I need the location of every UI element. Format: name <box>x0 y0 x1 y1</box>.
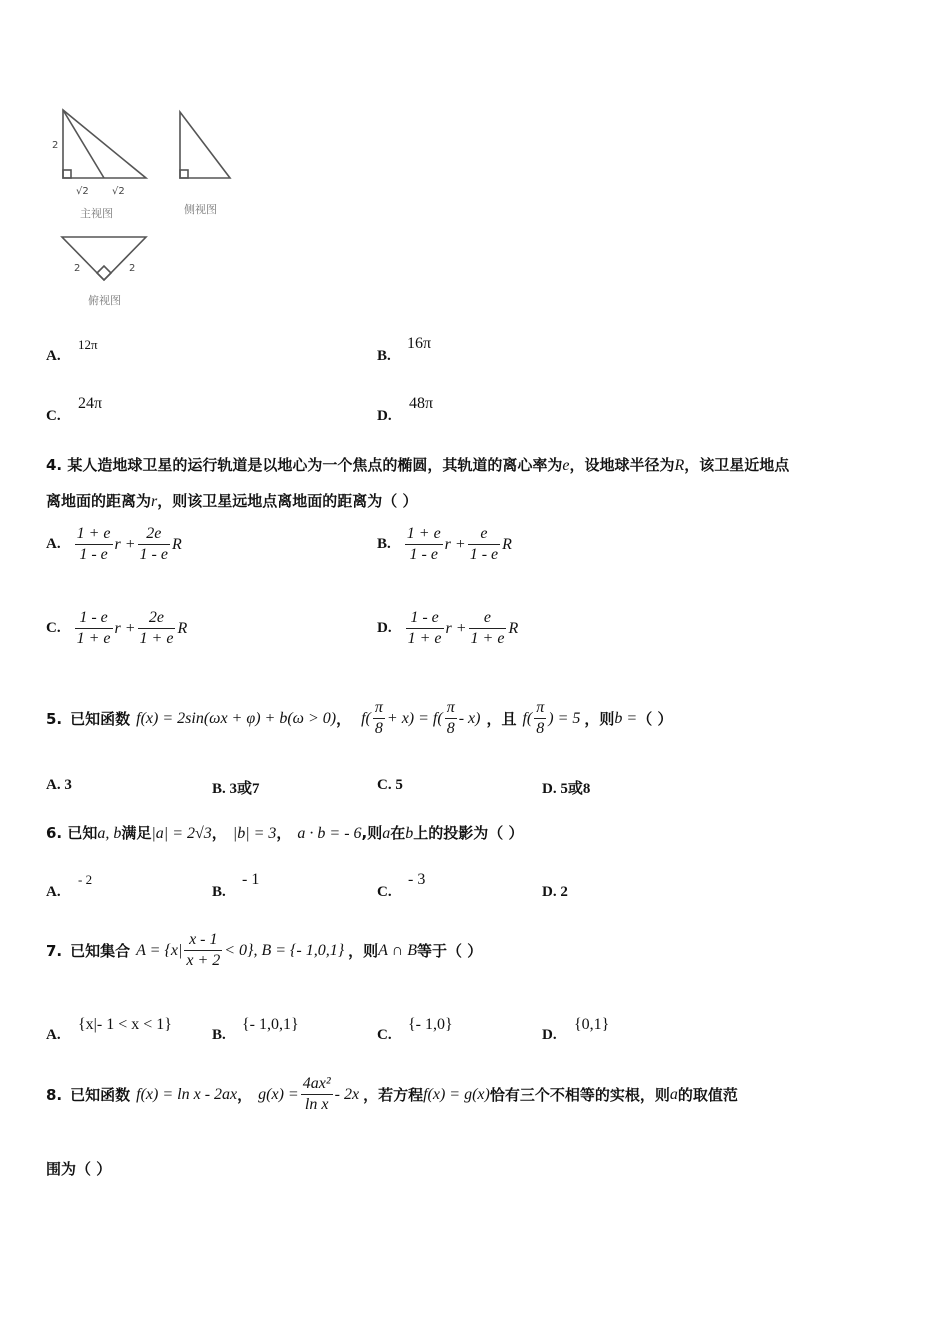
q5-ask: b = <box>614 709 638 727</box>
q3-option-c-value: 24π <box>78 395 103 412</box>
q7-set-a-frac: $\frac{x - 1}{x + 2}$ <box>186 931 221 969</box>
q6-cond-b: |b| = 3 <box>232 825 277 842</box>
q4-option-a-frac1: $\frac{1 + e}{1 - e}$ <box>76 525 111 563</box>
q4-option-a-frac2: $\frac{2e}{1 - e}$ <box>139 525 168 563</box>
q7-expr: A ∩ B <box>378 941 417 959</box>
q3-option-c[interactable]: C. <box>46 408 61 424</box>
top-dim-left: 2 <box>74 263 81 274</box>
q8-text-4: 的取值范 <box>677 1086 738 1104</box>
q4-var-R: R <box>674 457 685 474</box>
q6-option-d[interactable]: D. 2 <box>542 884 568 900</box>
q7-text-2: ，则 <box>348 942 379 960</box>
q7-option-a[interactable]: A. <box>46 1027 61 1043</box>
q7-set-a-pre: A = {x| <box>136 941 183 959</box>
q5-text-2: ，且 <box>486 710 517 728</box>
q4-number: 4. <box>46 456 63 474</box>
q5-func: f(x) = 2sin(ωx + φ) + b(ω > 0) <box>136 709 337 727</box>
q5-text-3: ，则 <box>584 710 615 728</box>
q5-paren: （ ） <box>637 710 673 728</box>
q7-number: 7. <box>46 941 63 960</box>
q6-option-c-value: - 3 <box>408 871 426 888</box>
q4-option-d-frac2: $\frac{e}{1 + e}$ <box>470 609 505 647</box>
q7-option-c[interactable]: C. <box>377 1027 392 1043</box>
q8-text-5: 围为（ ） <box>46 1160 112 1178</box>
q4-text-2: ，设地球半径为 <box>569 456 675 474</box>
q5-cond-end: - x) <box>458 709 481 727</box>
q7-option-b[interactable]: B. <box>212 1027 226 1043</box>
q5-option-a[interactable]: A. 3 <box>46 777 72 793</box>
q8-number: 8. <box>46 1085 63 1104</box>
front-dim-base-left: √2 <box>76 186 89 197</box>
q4-option-b-frac2: $\frac{e}{1 - e}$ <box>469 525 499 563</box>
q6-option-a-value: - 2 <box>78 872 93 887</box>
q7-option-a-value: {x|- 1 < x < 1} <box>78 1016 172 1033</box>
q5-cond-frac2: $\frac{\pi}{8}$ <box>446 699 455 737</box>
q4-option-c-frac1: $\frac{1 - e}{1 + e}$ <box>76 609 111 647</box>
q6-text-4: 在 <box>390 824 406 842</box>
q3-option-a-value: 12π <box>78 337 98 352</box>
q4-text-3: ，该卫星近地点 <box>684 456 790 474</box>
side-view-label: 侧视图 <box>184 203 217 216</box>
q8-g-pre: g(x) = <box>258 1085 299 1103</box>
q6-cond-dot: a · b = - 6 <box>297 825 362 842</box>
front-view-label: 主视图 <box>80 207 113 220</box>
q3-option-a[interactable]: A. <box>46 348 61 364</box>
q4-stem-line2 <box>46 490 417 511</box>
q6-text-5: 上的投影为（ ） <box>413 824 524 842</box>
q6-option-a[interactable]: A. <box>46 884 61 900</box>
front-dim-base-right: √2 <box>112 186 125 197</box>
q8-g-frac: $\frac{\text{4ax²}}{\text{ln x}}$ <box>302 1075 331 1113</box>
q7-set-a-post: < 0}, B = {- 1,0,1} <box>224 941 345 959</box>
q8-comma: ， <box>237 1086 253 1104</box>
side-view <box>180 112 230 178</box>
q6-number: 6. <box>46 824 63 842</box>
front-view <box>63 110 146 178</box>
q7-option-b-value: {- 1,0,1} <box>242 1016 299 1033</box>
q4-option-c[interactable]: C. $\frac{1 - e}{1 + e}$ r + $\frac{2e}{1 + e}$ R <box>46 609 188 647</box>
q5-option-c[interactable]: C. 5 <box>377 777 403 793</box>
q4-stem-line1 <box>46 454 789 475</box>
q5-cond-pre: f( <box>361 709 371 727</box>
q4-text-5: ，则该卫星远地点离地面的距离为（ ） <box>157 492 418 510</box>
q7-option-c-value: {- 1,0} <box>408 1016 453 1033</box>
q6-var-b: b <box>405 825 414 842</box>
front-dim-height: 2 <box>52 140 59 151</box>
q5-text-1: 已知函数 <box>70 710 131 728</box>
q5-val-end: ) = 5 <box>548 709 581 727</box>
q4-option-c-frac2: $\frac{2e}{1 + e}$ <box>139 609 174 647</box>
q5-option-d[interactable]: D. 5或8 <box>542 781 591 797</box>
q8-f-expr: f(x) = ln x - 2ax <box>136 1085 238 1103</box>
q6-option-b-value: - 1 <box>242 871 260 888</box>
q3-option-b[interactable]: B. <box>377 348 391 364</box>
q3-option-d-value: 48π <box>409 395 434 412</box>
q4-option-d-frac1: $\frac{1 - e}{1 + e}$ <box>407 609 442 647</box>
q7-text-1: 已知集合 <box>70 942 131 960</box>
three-view-figure <box>40 100 240 315</box>
q4-option-b[interactable]: B. $\frac{1 + e}{1 - e}$ r + $\frac{e}{1 - e}$ R <box>377 525 512 563</box>
q6-vars: a, b <box>97 825 122 842</box>
top-view-label: 俯视图 <box>88 294 121 307</box>
q4-text-1: 某人造地球卫星的运行轨道是以地心为一个焦点的椭圆，其轨道的离心率为 <box>67 456 563 474</box>
q5-val-pre: f( <box>522 709 533 727</box>
q4-var-e: e <box>562 457 570 474</box>
q6-var-a: a <box>382 825 391 842</box>
q8-text-1: 已知函数 <box>70 1086 131 1104</box>
q4-option-b-frac1: $\frac{1 + e}{1 - e}$ <box>406 525 441 563</box>
q4-option-d[interactable]: D. $\frac{1 - e}{1 + e}$ r + $\frac{e}{1 + e}$ R <box>377 609 519 647</box>
q6-cond-a: |a| = 2√3 <box>151 825 212 842</box>
q6-stem: 6. 已知a, b满足|a| = 2√3， |b| = 3， a · b = - 6,则a在b上的投影为（ ） <box>46 824 524 842</box>
q6-text-3: ,则 <box>361 824 383 842</box>
q6-option-c[interactable]: C. <box>377 884 392 900</box>
q5-val-frac: $\frac{\pi}{8}$ <box>536 699 545 737</box>
q8-text-2: ，若方程 <box>363 1086 424 1104</box>
q5-cond-mid: + x) = f( <box>386 709 443 727</box>
q6-text-1: 已知 <box>67 824 98 842</box>
q7-text-3: 等于（ ） <box>416 942 483 960</box>
top-dim-right: 2 <box>129 263 136 274</box>
q7-option-d[interactable]: D. <box>542 1027 557 1043</box>
q8-var-a: a <box>669 1085 678 1103</box>
q4-var-r: r <box>151 493 158 510</box>
q3-option-d[interactable]: D. <box>377 408 392 424</box>
q4-text-4: 离地面的距离为 <box>46 492 152 510</box>
q8-g-post: - 2x <box>334 1085 360 1103</box>
q8-stem-line1 <box>46 1074 738 1115</box>
q8-eq: f(x) = g(x) <box>423 1085 490 1103</box>
q7-stem <box>46 930 482 971</box>
q6-text-2: 满足 <box>121 824 152 842</box>
q5-stem <box>46 698 672 739</box>
q3-option-b-value: 16π <box>407 335 432 352</box>
q5-cond-frac: $\frac{\pi}{8}$ <box>374 699 383 737</box>
q5-option-b[interactable]: B. 3或7 <box>212 781 260 797</box>
q5-number: 5. <box>46 709 63 728</box>
q4-option-a[interactable]: A. $\frac{1 + e}{1 - e}$ r + $\frac{2e}{1 - e}$ R <box>46 525 182 563</box>
q5-comma: ， <box>336 710 352 728</box>
q8-text-3: 恰有三个不相等的实根，则 <box>489 1086 670 1104</box>
q6-option-b[interactable]: B. <box>212 884 226 900</box>
q8-stem-line2 <box>46 1158 111 1179</box>
q7-option-d-value: {0,1} <box>574 1016 610 1033</box>
